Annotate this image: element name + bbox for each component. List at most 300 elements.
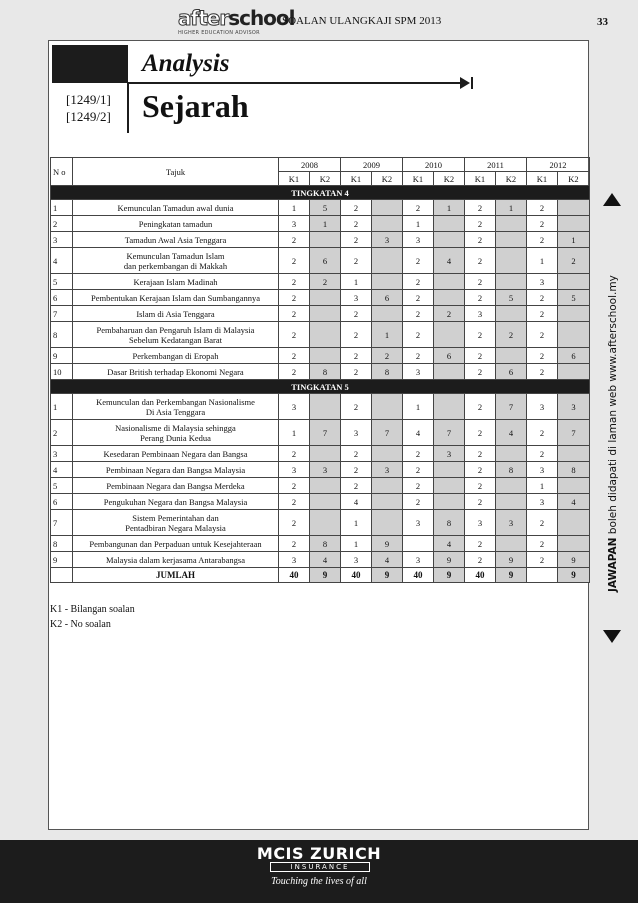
cell-k1: 2: [279, 510, 310, 536]
cell-k1: 2: [341, 462, 372, 478]
title-dark-box: [52, 45, 128, 83]
table-row: [51, 364, 590, 380]
cell-k1: 3: [527, 494, 558, 510]
cell-k2: [496, 232, 527, 248]
cell-k1: 2: [403, 478, 434, 494]
total-label: JUMLAH: [73, 568, 279, 583]
row-number: 1: [51, 200, 73, 216]
cell-k2: 1: [372, 322, 403, 348]
cell-k1: [403, 536, 434, 552]
total-k1: 40: [279, 568, 310, 583]
cell-k2: [310, 232, 341, 248]
cell-k1: 3: [403, 364, 434, 380]
row-topic: Kesedaran Pembinaan Negara dan Bangsa: [73, 446, 279, 462]
row-number: 6: [51, 290, 73, 306]
year-header: 2009: [341, 158, 403, 172]
cell-k1: 2: [527, 552, 558, 568]
section-title: TINGKATAN 5: [51, 380, 590, 394]
cell-k2: 7: [310, 420, 341, 446]
cell-k2: 2: [310, 274, 341, 290]
cell-k2: 4: [434, 248, 465, 274]
cell-k1: 2: [279, 536, 310, 552]
section-row: [51, 186, 590, 200]
cell-k1: 3: [279, 552, 310, 568]
footer-insurance: INSURANCE: [270, 862, 370, 872]
legend-notes: [50, 602, 135, 632]
cell-k2: [310, 306, 341, 322]
row-topic: Nasionalisme di Malaysia sehingga Perang Dunia Kedua: [73, 420, 279, 446]
cell-k2: [558, 306, 590, 322]
top-band: [0, 0, 638, 42]
year-header: 2008: [279, 158, 341, 172]
cell-k1: 2: [465, 322, 496, 348]
cell-k2: 8: [558, 462, 590, 478]
cell-k1: 2: [403, 462, 434, 478]
footer-tagline: Touching the lives of all: [271, 876, 367, 887]
cell-k2: 8: [434, 510, 465, 536]
cell-k1: 1: [527, 478, 558, 494]
cell-k1: 2: [527, 348, 558, 364]
cell-k2: [558, 478, 590, 494]
cell-k2: [372, 200, 403, 216]
cell-k1: 2: [341, 322, 372, 348]
cell-k2: 1: [558, 232, 590, 248]
row-number: 4: [51, 248, 73, 274]
cell-k2: 5: [496, 290, 527, 306]
cell-k2: [310, 348, 341, 364]
cell-k1: 1: [279, 420, 310, 446]
cell-k2: 6: [434, 348, 465, 364]
cell-k2: 8: [496, 462, 527, 478]
row-topic: Pembentukan Kerajaan Islam dan Sumbangannya: [73, 290, 279, 306]
row-number: 8: [51, 536, 73, 552]
cell-k1: 2: [527, 322, 558, 348]
title-divider: [127, 83, 129, 133]
cell-k1: 2: [465, 494, 496, 510]
arrow-right-icon: [460, 77, 470, 89]
row-number: 9: [51, 552, 73, 568]
table-row: [51, 322, 590, 348]
cell-k1: 3: [403, 552, 434, 568]
cell-k2: 7: [434, 420, 465, 446]
cell-k2: 3: [434, 446, 465, 462]
cell-k1: 2: [465, 274, 496, 290]
cell-k1: 2: [341, 216, 372, 232]
cell-k1: 2: [279, 364, 310, 380]
row-topic: Islam di Asia Tenggara: [73, 306, 279, 322]
total-k2: 9: [558, 568, 590, 583]
cell-k1: 2: [279, 274, 310, 290]
total-k2: 9: [372, 568, 403, 583]
cell-k2: [558, 200, 590, 216]
cell-k2: [372, 494, 403, 510]
cell-k1: 2: [527, 200, 558, 216]
cell-k2: 3: [558, 394, 590, 420]
cell-k1: 2: [341, 478, 372, 494]
cell-k2: 7: [558, 420, 590, 446]
cell-k1: 3: [341, 420, 372, 446]
cell-k2: [434, 364, 465, 380]
cell-k2: [496, 494, 527, 510]
cell-k2: 9: [496, 552, 527, 568]
cell-k2: [434, 478, 465, 494]
cell-k2: [434, 394, 465, 420]
table-row: [51, 290, 590, 306]
table-row: [51, 348, 590, 364]
table-row: [51, 394, 590, 420]
subject-title: Sejarah: [142, 88, 249, 124]
row-number: 2: [51, 420, 73, 446]
total-k2: 9: [434, 568, 465, 583]
cell-k1: 2: [341, 394, 372, 420]
cell-k2: 3: [372, 462, 403, 478]
cell-k2: 7: [496, 394, 527, 420]
side-note-bold: JAWAPAN: [607, 537, 619, 592]
cell-k2: [496, 216, 527, 232]
cell-k1: 2: [341, 446, 372, 462]
cell-k2: [372, 248, 403, 274]
row-number: 8: [51, 322, 73, 348]
analysis-table: [50, 157, 590, 583]
cell-k2: [434, 216, 465, 232]
cell-k2: 3: [496, 510, 527, 536]
cell-k2: 7: [372, 420, 403, 446]
cell-k2: 4: [558, 494, 590, 510]
row-topic: Sistem Pemerintahan dan Pentadbiran Negara Malaysia: [73, 510, 279, 536]
cell-k2: 6: [496, 364, 527, 380]
row-topic: Pembangunan dan Perpaduan untuk Kesejahteraan: [73, 536, 279, 552]
row-topic: Pembaharuan dan Pengaruh Islam di Malaysia Sebelum Kedatangan Barat: [73, 322, 279, 348]
cell-k1: 2: [279, 248, 310, 274]
cell-k2: [496, 446, 527, 462]
row-number: 5: [51, 274, 73, 290]
cell-k1: 2: [403, 274, 434, 290]
year-header: 2011: [465, 158, 527, 172]
cell-k2: 1: [310, 216, 341, 232]
cell-k1: 2: [465, 478, 496, 494]
table-body: [51, 186, 590, 583]
k2-header: K2: [372, 172, 403, 186]
year-header: 2010: [403, 158, 465, 172]
cell-k1: 2: [341, 232, 372, 248]
cell-k1: 2: [465, 394, 496, 420]
cell-k1: 2: [465, 462, 496, 478]
cell-k2: [310, 510, 341, 536]
cell-k1: 2: [465, 290, 496, 306]
total-spacer: [51, 568, 73, 583]
cell-k1: 2: [527, 306, 558, 322]
table-row: [51, 420, 590, 446]
cell-k1: 3: [527, 462, 558, 478]
row-topic: Pembinaan Negara dan Bangsa Malaysia: [73, 462, 279, 478]
cell-k1: 2: [279, 348, 310, 364]
cell-k1: 2: [527, 216, 558, 232]
afterschool-logo: [178, 6, 295, 40]
k2-header: K2: [310, 172, 341, 186]
cell-k2: 2: [558, 248, 590, 274]
row-number: 1: [51, 394, 73, 420]
cell-k1: 3: [403, 510, 434, 536]
cell-k2: 9: [558, 552, 590, 568]
cell-k1: 2: [527, 364, 558, 380]
k2-header: K2: [496, 172, 527, 186]
table-row: [51, 216, 590, 232]
cell-k1: 1: [341, 274, 372, 290]
cell-k2: [310, 494, 341, 510]
cell-k1: 2: [465, 552, 496, 568]
cell-k2: 3: [310, 462, 341, 478]
cell-k1: 2: [279, 446, 310, 462]
table-row: [51, 510, 590, 536]
year-header: 2012: [527, 158, 590, 172]
row-number: 10: [51, 364, 73, 380]
cell-k2: [496, 274, 527, 290]
cell-k2: [434, 462, 465, 478]
cell-k1: 2: [465, 420, 496, 446]
cell-k1: 2: [403, 248, 434, 274]
k1-header: K1: [465, 172, 496, 186]
table-row: [51, 552, 590, 568]
cell-k1: 2: [279, 494, 310, 510]
cell-k2: [434, 494, 465, 510]
cell-k2: [310, 446, 341, 462]
cell-k1: 2: [465, 536, 496, 552]
cell-k2: 1: [434, 200, 465, 216]
total-row: [51, 568, 590, 583]
row-topic: Kemunculan Tamadun Islam dan perkembangan di Makkah: [73, 248, 279, 274]
cell-k1: 2: [465, 200, 496, 216]
table-row: [51, 274, 590, 290]
cell-k2: 1: [496, 200, 527, 216]
cell-k2: [558, 536, 590, 552]
total-k1: 40: [465, 568, 496, 583]
cell-k1: 2: [527, 232, 558, 248]
cell-k2: [372, 446, 403, 462]
side-website-note: [607, 275, 619, 592]
cell-k1: 2: [403, 200, 434, 216]
cell-k1: 3: [527, 394, 558, 420]
cell-k1: 1: [403, 216, 434, 232]
cell-k1: 2: [279, 306, 310, 322]
cell-k1: 1: [403, 394, 434, 420]
cell-k1: 2: [341, 364, 372, 380]
cell-k2: [372, 306, 403, 322]
cell-k2: [558, 216, 590, 232]
cell-k1: 3: [465, 510, 496, 536]
row-number: 7: [51, 306, 73, 322]
table-row: [51, 478, 590, 494]
cell-k1: 2: [465, 232, 496, 248]
cell-k1: 2: [279, 290, 310, 306]
cell-k2: 8: [372, 364, 403, 380]
cell-k1: 3: [279, 462, 310, 478]
table-row: [51, 200, 590, 216]
k1-header: K1: [279, 172, 310, 186]
logo-word-school: school: [228, 6, 295, 30]
cell-k2: 2: [434, 306, 465, 322]
cell-k1: 2: [403, 290, 434, 306]
total-k2: 9: [310, 568, 341, 583]
cell-k2: [310, 290, 341, 306]
cell-k1: 2: [341, 248, 372, 274]
row-number: 3: [51, 446, 73, 462]
cell-k2: [496, 536, 527, 552]
cell-k1: 2: [465, 348, 496, 364]
cell-k1: 2: [465, 248, 496, 274]
cell-k2: [434, 232, 465, 248]
cell-k2: [496, 348, 527, 364]
row-number: 5: [51, 478, 73, 494]
cell-k1: 2: [465, 446, 496, 462]
row-topic: Kemunculan Tamadun awal dunia: [73, 200, 279, 216]
cell-k1: 1: [279, 200, 310, 216]
cell-k1: 2: [403, 446, 434, 462]
row-topic: Dasar British terhadap Ekonomi Negara: [73, 364, 279, 380]
cell-k1: 2: [279, 322, 310, 348]
cell-k2: [496, 306, 527, 322]
table-row: [51, 462, 590, 478]
cell-k1: 3: [403, 232, 434, 248]
row-topic: Kemunculan dan Perkembangan Nasionalisme Di Asia Tenggara: [73, 394, 279, 420]
row-number: 9: [51, 348, 73, 364]
table-row: [51, 248, 590, 274]
section-title: TINGKATAN 4: [51, 186, 590, 200]
cell-k2: [496, 248, 527, 274]
row-topic: Kerajaan Islam Madinah: [73, 274, 279, 290]
cell-k2: 2: [372, 348, 403, 364]
cell-k2: 8: [310, 536, 341, 552]
cell-k1: 3: [527, 274, 558, 290]
cell-k1: 2: [465, 216, 496, 232]
cell-k2: [434, 290, 465, 306]
cell-k1: 2: [527, 510, 558, 536]
note-k2: K2 - No soalan: [50, 619, 111, 630]
row-number: 6: [51, 494, 73, 510]
k1-header: K1: [527, 172, 558, 186]
arrow-end-tick: [471, 77, 473, 89]
total-k1: 40: [403, 568, 434, 583]
cell-k2: 9: [434, 552, 465, 568]
side-note-rest: boleh didapati di laman web www.afterschool.my: [607, 275, 619, 538]
cell-k2: [372, 394, 403, 420]
analysis-label: Analysis: [142, 50, 230, 77]
cell-k2: [558, 364, 590, 380]
cell-k2: 6: [372, 290, 403, 306]
cell-k2: 4: [434, 536, 465, 552]
paper-code-1: [1249/1]: [66, 92, 111, 107]
k1-header: K1: [403, 172, 434, 186]
footer-band: [0, 840, 638, 903]
cell-k1: 2: [465, 364, 496, 380]
arrow-up-icon: [603, 193, 621, 206]
cell-k2: [372, 274, 403, 290]
cell-k1: 2: [403, 306, 434, 322]
note-k1: K1 - Bilangan soalan: [50, 604, 135, 615]
section-row: [51, 380, 590, 394]
cell-k2: [310, 478, 341, 494]
cell-k1: 2: [279, 232, 310, 248]
cell-k2: 6: [310, 248, 341, 274]
cell-k1: 4: [341, 494, 372, 510]
cell-k1: 1: [341, 536, 372, 552]
cell-k1: 2: [341, 348, 372, 364]
cell-k1: 2: [527, 290, 558, 306]
title-arrow-line: [128, 82, 462, 84]
cell-k1: 3: [341, 552, 372, 568]
cell-k2: [434, 274, 465, 290]
arrow-down-icon: [603, 630, 621, 643]
cell-k2: 9: [372, 536, 403, 552]
cell-k1: 2: [527, 420, 558, 446]
row-topic: Tamadun Awal Asia Tenggara: [73, 232, 279, 248]
table-row: [51, 232, 590, 248]
cell-k1: 2: [403, 494, 434, 510]
row-topic: Peningkatan tamadun: [73, 216, 279, 232]
header-title: SOALAN ULANGKAJI SPM 2013: [282, 15, 442, 27]
paper-code-2: [1249/2]: [66, 109, 111, 124]
cell-k2: 5: [310, 200, 341, 216]
cell-k1: 2: [279, 478, 310, 494]
cell-k2: [434, 322, 465, 348]
row-number: 7: [51, 510, 73, 536]
cell-k1: 3: [465, 306, 496, 322]
footer-brand: MCIS ZURICH: [256, 844, 382, 863]
cell-k1: 4: [403, 420, 434, 446]
k2-header: K2: [434, 172, 465, 186]
cell-k1: 3: [279, 216, 310, 232]
cell-k2: [558, 446, 590, 462]
row-topic: Pengukuhan Negara dan Bangsa Malaysia: [73, 494, 279, 510]
col-no-header: N o: [51, 158, 73, 186]
cell-k1: 2: [527, 536, 558, 552]
cell-k1: 3: [279, 394, 310, 420]
cell-k2: [310, 322, 341, 348]
cell-k2: [372, 478, 403, 494]
k1-header: K1: [341, 172, 372, 186]
cell-k2: 4: [310, 552, 341, 568]
logo-word-after: after: [178, 6, 229, 30]
cell-k2: 8: [310, 364, 341, 380]
row-topic: Perkembangan di Eropah: [73, 348, 279, 364]
cell-k1: 2: [403, 348, 434, 364]
row-number: 4: [51, 462, 73, 478]
table-row: [51, 536, 590, 552]
col-tajuk-header: Tajuk: [73, 158, 279, 186]
cell-k2: 5: [558, 290, 590, 306]
cell-k2: 3: [372, 232, 403, 248]
cell-k2: 4: [372, 552, 403, 568]
cell-k2: 4: [496, 420, 527, 446]
k2-header: K2: [558, 172, 590, 186]
row-topic: Pembinaan Negara dan Bangsa Merdeka: [73, 478, 279, 494]
cell-k2: [372, 216, 403, 232]
total-k2: 9: [496, 568, 527, 583]
page-number: 33: [597, 16, 608, 28]
row-number: 2: [51, 216, 73, 232]
cell-k2: 2: [496, 322, 527, 348]
paper-codes: [66, 91, 111, 125]
cell-k2: [558, 510, 590, 536]
cell-k1: 1: [527, 248, 558, 274]
table-row: [51, 306, 590, 322]
row-topic: Malaysia dalam kerjasama Antarabangsa: [73, 552, 279, 568]
total-k1: 40: [341, 568, 372, 583]
logo-subtitle: HIGHER EDUCATION ADVISOR: [178, 30, 260, 36]
cell-k2: [558, 322, 590, 348]
cell-k2: [496, 478, 527, 494]
row-number: 3: [51, 232, 73, 248]
cell-k1: 2: [403, 322, 434, 348]
